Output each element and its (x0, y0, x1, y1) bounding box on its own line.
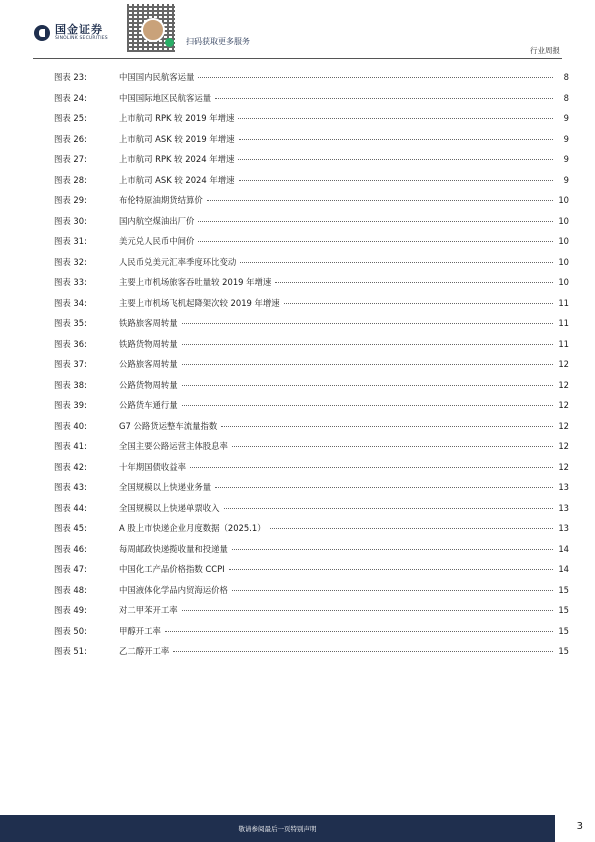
figure-title: 每周邮政快递揽收量和投递量 (119, 543, 228, 554)
figure-title: 上市航司 ASK 较 2024 年增速 (119, 174, 235, 185)
figure-title: 主要上市机场旅客吞吐量较 2019 年增速 (119, 277, 272, 287)
figure-title: 全国主要公路运营主体股息率 (119, 441, 228, 451)
figure-page: 9 (563, 174, 569, 185)
figure-page: 11 (558, 318, 569, 328)
figure-page: 15 (558, 605, 569, 615)
figure-number: 图表 28: (54, 174, 87, 185)
figure-page: 15 (558, 646, 569, 656)
figure-title: 乙二醇开工率 (119, 646, 170, 656)
figure-title: 中国国内民航客运量 (119, 72, 195, 82)
figure-page: 12 (558, 359, 569, 369)
toc-row[interactable] (54, 645, 569, 666)
figure-number: 图表 23: (54, 72, 87, 82)
figure-page: 9 (563, 154, 569, 164)
figure-page: 9 (563, 133, 569, 144)
dot-leader (238, 159, 553, 160)
figure-page: 14 (558, 564, 569, 574)
dot-leader (239, 180, 554, 181)
dot-leader (240, 262, 553, 263)
figure-number: 图表 49: (54, 605, 87, 615)
figure-title: 铁路货物周转量 (119, 338, 178, 349)
dot-leader (182, 610, 553, 611)
toc-row[interactable] (54, 461, 569, 482)
toc-row[interactable] (54, 358, 569, 379)
toc-row[interactable] (54, 543, 569, 564)
toc-row[interactable] (54, 522, 569, 543)
figure-page: 11 (558, 338, 569, 349)
figure-page: 11 (558, 297, 569, 308)
figure-page: 10 (558, 256, 569, 267)
figure-title: 对二甲苯开工率 (119, 605, 178, 615)
figure-title: 十年期国债收益率 (119, 461, 186, 472)
toc-row[interactable] (54, 297, 569, 318)
disclaimer-notice: 敬请参阅最后一页特别声明 (238, 825, 317, 833)
dot-leader (232, 446, 553, 447)
figure-number: 图表 44: (54, 502, 87, 513)
figure-page: 15 (558, 625, 569, 636)
figure-number: 图表 43: (54, 482, 87, 492)
figure-title: 上市航司 ASK 较 2019 年增速 (119, 133, 235, 144)
dot-leader (229, 569, 553, 570)
figure-page: 10 (558, 215, 569, 226)
toc-row[interactable] (54, 133, 569, 154)
figure-number: 图表 46: (54, 543, 87, 554)
dot-leader (182, 323, 553, 324)
dot-leader (284, 303, 553, 304)
wechat-badge-icon (165, 38, 174, 47)
header-divider (33, 58, 562, 59)
dot-leader (173, 651, 553, 652)
figure-number: 图表 47: (54, 564, 87, 574)
figure-number: 图表 34: (54, 297, 87, 308)
page-header (0, 0, 595, 62)
toc-row[interactable] (54, 604, 569, 625)
page-footer (0, 815, 595, 842)
figure-page: 12 (558, 461, 569, 472)
figure-title: 中国国际地区民航客运量 (119, 92, 212, 103)
figure-title: 国内航空煤油出厂价 (119, 215, 195, 226)
brand-name-en: SINOLINK SECURITIES (55, 36, 108, 41)
toc-row[interactable] (54, 174, 569, 195)
figure-number: 图表 24: (54, 92, 87, 103)
figure-number: 图表 31: (54, 236, 87, 246)
figure-title: 美元兑人民币中间价 (119, 236, 195, 246)
figure-title: 全国规模以上快递单票收入 (119, 502, 220, 513)
toc-row[interactable] (54, 194, 569, 215)
toc-row[interactable] (54, 440, 569, 461)
toc-row[interactable] (54, 379, 569, 400)
figure-title: 人民币兑美元汇率季度环比变动 (119, 256, 237, 267)
qr-avatar-icon (141, 18, 165, 42)
figure-title: 主要上市机场飞机起降架次较 2019 年增速 (119, 297, 280, 308)
dot-leader (215, 487, 553, 488)
dot-leader (182, 405, 553, 406)
figure-page: 10 (558, 236, 569, 246)
toc-row[interactable] (54, 584, 569, 605)
figure-title: G7 公路货运整车流量指数 (119, 420, 218, 431)
figure-title: 铁路旅客周转量 (119, 318, 178, 328)
dot-leader (221, 426, 553, 427)
figure-page: 14 (558, 543, 569, 554)
figure-title: 中国化工产品价格指数 CCPI (119, 564, 225, 574)
figure-number: 图表 27: (54, 154, 87, 164)
figure-title: 全国规模以上快递业务量 (119, 482, 212, 492)
dot-leader (182, 385, 553, 386)
toc-row[interactable] (54, 502, 569, 523)
figure-number: 图表 39: (54, 400, 87, 410)
dot-leader (224, 508, 554, 509)
dot-leader (182, 364, 553, 365)
figure-number: 图表 29: (54, 195, 87, 205)
figure-number: 图表 32: (54, 256, 87, 267)
figure-number: 图表 35: (54, 318, 87, 328)
report-type: 行业周报 (530, 46, 560, 55)
toc-row[interactable] (54, 71, 569, 92)
toc-row[interactable] (54, 92, 569, 113)
toc-row[interactable] (54, 563, 569, 584)
brand-name-cn: 国金证券 (55, 23, 103, 36)
figure-page: 12 (558, 400, 569, 410)
logo-icon (34, 25, 50, 41)
toc-row[interactable] (54, 625, 569, 646)
dot-leader (207, 200, 553, 201)
figure-page: 9 (563, 113, 569, 123)
figure-page: 8 (563, 72, 569, 82)
dot-leader (270, 528, 553, 529)
toc-row[interactable] (54, 235, 569, 256)
figure-title: 中国液体化学品内贸海运价格 (119, 584, 228, 595)
dot-leader (275, 282, 553, 283)
toc-row[interactable] (54, 317, 569, 338)
figure-number: 图表 50: (54, 625, 87, 636)
toc-row[interactable] (54, 399, 569, 420)
dot-leader (232, 549, 553, 550)
figure-number: 图表 41: (54, 441, 87, 451)
figure-title: 甲醇开工率 (119, 625, 161, 636)
figure-index (54, 71, 569, 666)
figure-number: 图表 26: (54, 133, 87, 144)
figure-page: 13 (558, 502, 569, 513)
figure-title: 上市航司 RPK 较 2019 年增速 (119, 113, 235, 123)
figure-title: 布伦特原油期货结算价 (119, 195, 203, 205)
figure-page: 8 (563, 92, 569, 103)
toc-row[interactable] (54, 153, 569, 174)
toc-row[interactable] (54, 481, 569, 502)
figure-page: 12 (558, 420, 569, 431)
figure-title: 公路货车通行量 (119, 400, 178, 410)
dot-leader (190, 467, 553, 468)
toc-row[interactable] (54, 112, 569, 133)
toc-row[interactable] (54, 420, 569, 441)
page-number: 3 (576, 821, 583, 832)
figure-page: 10 (558, 195, 569, 205)
brand-logo (34, 24, 108, 42)
figure-number: 图表 30: (54, 215, 87, 226)
figure-page: 12 (558, 441, 569, 451)
figure-number: 图表 48: (54, 584, 87, 595)
figure-title: A 股上市快递企业月度数据（2025.1） (119, 523, 266, 533)
scan-prompt: 扫码获取更多服务 (186, 37, 250, 46)
dot-leader (182, 344, 553, 345)
figure-page: 13 (558, 523, 569, 533)
toc-row[interactable] (54, 276, 569, 297)
footer-bar (0, 815, 555, 842)
toc-row[interactable] (54, 215, 569, 236)
figure-page: 13 (558, 482, 569, 492)
figure-page: 12 (558, 379, 569, 390)
figure-number: 图表 38: (54, 379, 87, 390)
dot-leader (239, 139, 554, 140)
toc-row[interactable] (54, 256, 569, 277)
figure-number: 图表 40: (54, 420, 87, 431)
figure-number: 图表 25: (54, 113, 87, 123)
dot-leader (215, 98, 553, 99)
dot-leader (198, 241, 553, 242)
figure-number: 图表 42: (54, 461, 87, 472)
figure-number: 图表 33: (54, 277, 87, 287)
dot-leader (198, 221, 553, 222)
figure-page: 15 (558, 584, 569, 595)
figure-page: 10 (558, 277, 569, 287)
dot-leader (232, 590, 553, 591)
figure-number: 图表 36: (54, 338, 87, 349)
figure-number: 图表 51: (54, 646, 87, 656)
dot-leader (238, 118, 553, 119)
figure-number: 图表 45: (54, 523, 87, 533)
dot-leader (198, 77, 553, 78)
dot-leader (165, 631, 553, 632)
toc-row[interactable] (54, 338, 569, 359)
figure-number: 图表 37: (54, 359, 87, 369)
figure-title: 公路旅客周转量 (119, 359, 178, 369)
figure-title: 上市航司 RPK 较 2024 年增速 (119, 154, 235, 164)
figure-title: 公路货物周转量 (119, 379, 178, 390)
